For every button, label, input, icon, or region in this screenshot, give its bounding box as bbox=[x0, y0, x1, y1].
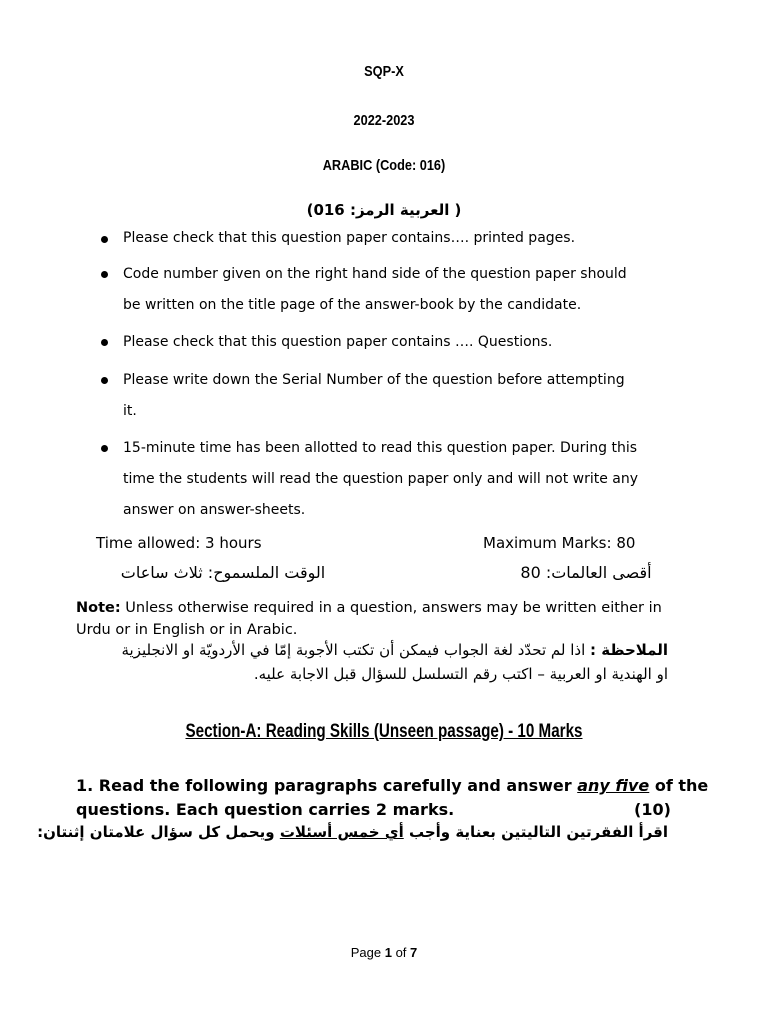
bullet-icon bbox=[101, 271, 108, 278]
instruction-item: Code number given on the right hand side of the question paper should bbox=[123, 266, 627, 282]
note-arabic-label: الملاحظة : bbox=[590, 641, 668, 659]
question-1-emphasis: any five bbox=[577, 776, 650, 795]
note-label: Note: bbox=[76, 600, 121, 616]
question-1-marks: (10) bbox=[634, 800, 671, 819]
question-1-arabic-text: اقرأ الفقرتين التاليتين بعناية وأجب bbox=[408, 823, 668, 841]
page-of-label: of bbox=[395, 945, 407, 960]
question-1-arabic-emphasis: أي خمس أسئلات bbox=[279, 823, 404, 841]
instruction-item-continued: it. bbox=[123, 403, 137, 419]
bullet-icon bbox=[101, 377, 108, 384]
page-label: Page bbox=[350, 945, 382, 960]
question-1-line-1 bbox=[76, 776, 708, 795]
question-1-text-end: of the bbox=[654, 776, 709, 795]
note-arabic-line-2: او الهندية او العربية – اكتب رقم التسلسل للسؤال قبل الاجابة عليه. bbox=[253, 665, 668, 683]
bullet-icon bbox=[101, 445, 108, 452]
paper-code: SQP-X bbox=[364, 63, 404, 80]
subject-title: ARABIC (Code: 016) bbox=[322, 157, 446, 174]
time-allowed-label: Time allowed: bbox=[96, 534, 201, 552]
note-line-1: Unless otherwise required in a question, answers may be written either in bbox=[125, 600, 662, 616]
note-english bbox=[76, 600, 696, 616]
maximum-marks-label: Maximum Marks: bbox=[483, 534, 612, 552]
note-arabic-line-1 bbox=[60, 641, 668, 659]
question-1-line-2: questions. Each question carries 2 marks. bbox=[76, 800, 455, 819]
note-line-2: Urdu or in English or in Arabic. bbox=[76, 622, 298, 638]
exam-year: 2022-2023 bbox=[353, 112, 415, 129]
instruction-item-continued: time the students will read the question paper only and will not write any bbox=[123, 471, 639, 487]
instruction-item-continued: be written on the title page of the answer-book by the candidate. bbox=[123, 297, 582, 313]
instruction-item: Please check that this question paper contains …. Questions. bbox=[123, 334, 553, 350]
note-arabic-text: اذا لم تحدّد لغة الجواب فيمكن أن تكتب الأجوبة إمّا في الأردويّة او الانجليزية bbox=[121, 641, 586, 659]
instruction-item: 15-minute time has been allotted to read this question paper. During this bbox=[123, 440, 638, 456]
instruction-item-continued: answer on answer-sheets. bbox=[123, 502, 306, 518]
instruction-item: Please write down the Serial Number of the question before attempting bbox=[123, 372, 625, 388]
instruction-item: Please check that this question paper contains…. printed pages. bbox=[123, 230, 576, 246]
maximum-marks-arabic: أقصى العالمات: 80 bbox=[520, 563, 652, 582]
question-1-text: 1. Read the following paragraphs carefully and answer bbox=[76, 776, 572, 795]
subject-title-arabic: ( العربية الرمز: 016) bbox=[306, 201, 462, 219]
page-total: 7 bbox=[410, 945, 418, 960]
section-title: Section-A: Reading Skills (Unseen passage) - 10 Marks bbox=[185, 721, 583, 742]
bullet-icon bbox=[101, 339, 108, 346]
page-footer bbox=[0, 945, 768, 960]
time-allowed-value: 3 hours bbox=[205, 534, 262, 552]
page-current: 1 bbox=[384, 945, 392, 960]
bullet-icon bbox=[101, 236, 108, 243]
maximum-marks-value: 80 bbox=[616, 534, 636, 552]
time-allowed-arabic: الوقت الملسموح: ثلاث ساعات bbox=[120, 563, 326, 582]
time-allowed bbox=[96, 534, 262, 552]
question-1-arabic-text-end: ويحمل كل سؤال علامتان إثنتان: bbox=[37, 823, 275, 841]
question-1-arabic bbox=[37, 823, 668, 841]
maximum-marks bbox=[483, 534, 635, 552]
